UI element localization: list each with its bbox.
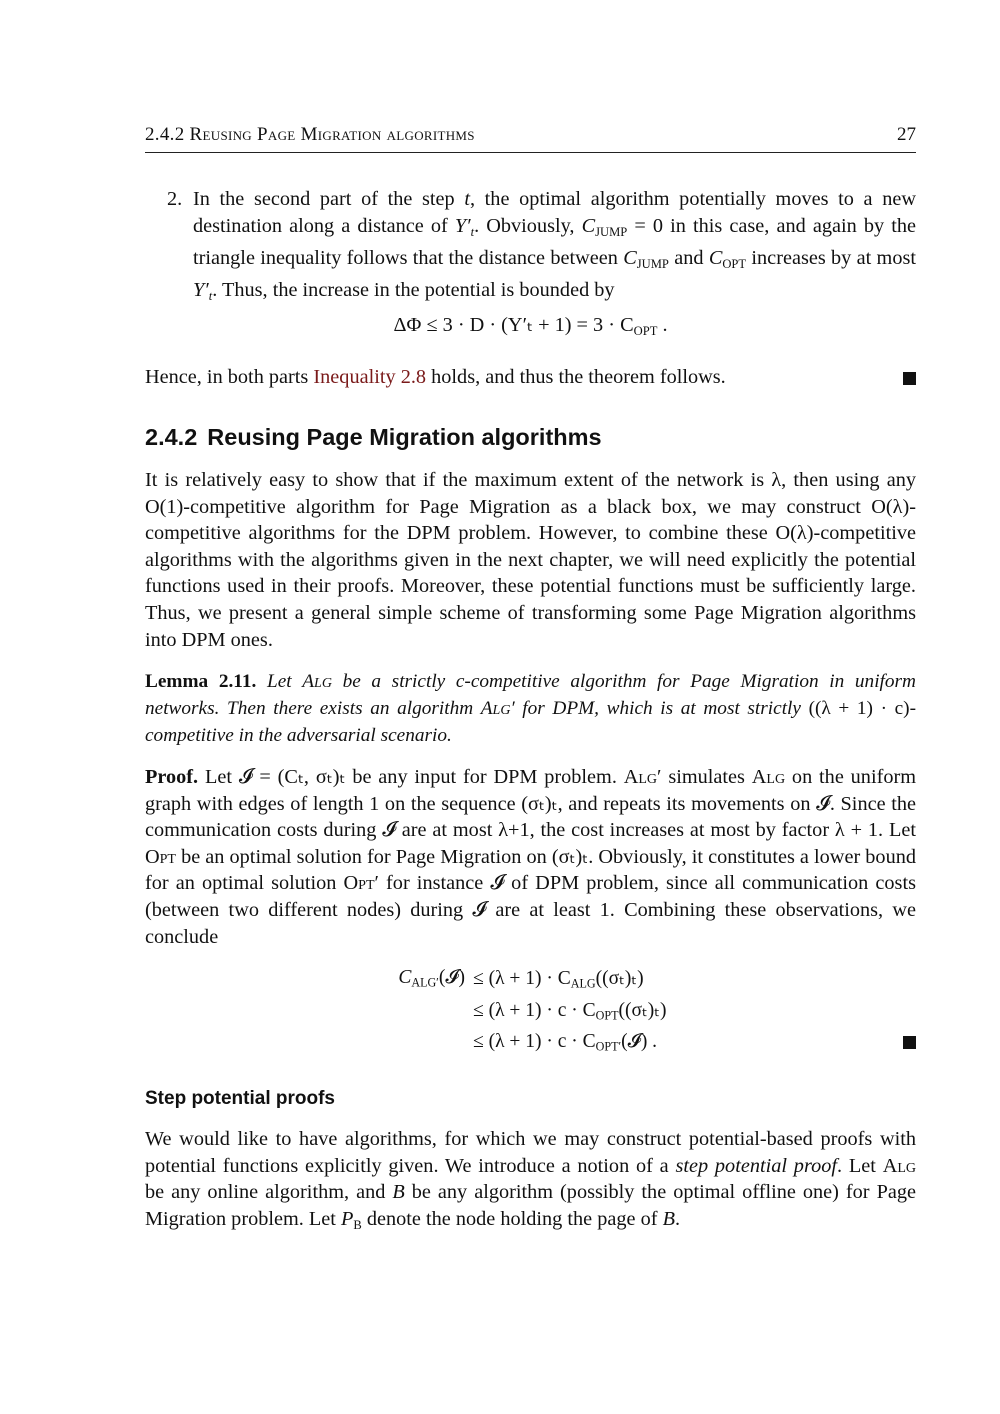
list-item-number: 2. <box>167 188 183 210</box>
list-item-2 <box>167 186 916 310</box>
lemma-label: Lemma 2.11. <box>145 671 257 692</box>
qed-square-icon <box>903 1036 916 1049</box>
running-header <box>145 124 916 153</box>
paragraph-intro: It is relatively easy to show that if the maximum extent of the network is λ, then using any O(1)-competitive algorithm for Page Migration as a black box, we may construct O(λ)-competitive algorithms for the DPM problem. However, to combine these O(λ)-competitive algorithms with the algorithms given in the next chapter, we will need explicitly the potential functions used in their proofs. Moreover, these potential functions must be sufficiently large. Thus, we present a general simple scheme of transforming some Page Migration algorithms into DPM ones. <box>145 469 916 651</box>
lemma-2-11: Lemma 2.11. Let Alg be a strictly c-competitive algorithm for Page Migration in uniform networks. Then there exists an algorithm Alg′ for DPM, which is at most strictly ((λ + 1) · c)-competitive in the adversarial scenario. <box>145 671 916 746</box>
align-row-2: ≤ $(\lambda + 1) \cdot c \cdot C_{OPT}((\sigma_t)_t)$ <box>473 1000 667 1023</box>
align-row-1: $C_{ALG'}(𝓘)$ ≤ $(\lambda + 1) \cdot C_{ALG}((\sigma_t)_t)$ <box>398 967 644 991</box>
header-section-title: 2.4.2 Reusing Page Migration algorithms <box>145 124 475 145</box>
page-number: 27 <box>897 124 916 145</box>
section-heading <box>145 424 602 451</box>
paragraph-step-potential: We would like to have algorithms, for which we may construct potential-based proofs with potential functions explicitly given. We introduce a notion of a step potential proof. Let Alg be any online algorithm, and B be any algorithm (possibly the optimal offline one) for Page Migration problem. Let $P_B$ denote the node holding the page of B. <box>145 1128 916 1232</box>
conclusion-line: Hence, in both parts Inequality 2.8 holds, and thus the theorem follows. <box>145 364 916 391</box>
section-title: Reusing Page Migration algorithms <box>207 424 602 450</box>
subsection-heading: Step potential proofs <box>145 1088 335 1109</box>
list-item-text: In the second part of the step t, the optimal algorithm potentially moves to a new destination along a distance of $Y'_t$. Obviously, $C_{JUMP} = 0$ in this case, and again by the triangle inequality follows that the distance between $C_{JUMP}$ and $C_{OPT}$ increases by at most $Y'_t$. Thus, the increase in the potential is bounded by <box>193 188 916 304</box>
proof-label: Proof. <box>145 766 199 788</box>
inequality-reference-link[interactable]: Inequality 2.8 <box>313 366 427 388</box>
align-row-3: ≤ $(\lambda + 1) \cdot c \cdot C_{OPT'}(𝓘)$ . <box>145 1030 916 1060</box>
qed-square-icon <box>903 372 916 385</box>
proof-paragraph: Proof. Let 𝓘 = (Cₜ, σₜ)ₜ be any input for DPM problem. Alg′ simulates Alg on the uniform graph with edges of length 1 on the sequence (σₜ)ₜ, and repeats its movements on 𝓘. Since the communication costs during 𝓘 are at most λ+1, the cost increases at most by factor λ + 1. Let Opt be an optimal solution for Page Migration on (σₜ)ₜ. Obviously, it constitutes a lower bound for an optimal solution Opt′ for instance 𝓘 of DPM problem, since all communication costs (between two different nodes) during 𝓘 are at least 1. Combining these observations, we conclude <box>145 766 917 948</box>
display-equation-potential: $\Delta\Phi \le 3 \cdot D \cdot (Y'_t + 1) = 3 \cdot C_{OPT}$ . <box>393 314 668 338</box>
section-number: 2.4.2 <box>145 424 198 450</box>
